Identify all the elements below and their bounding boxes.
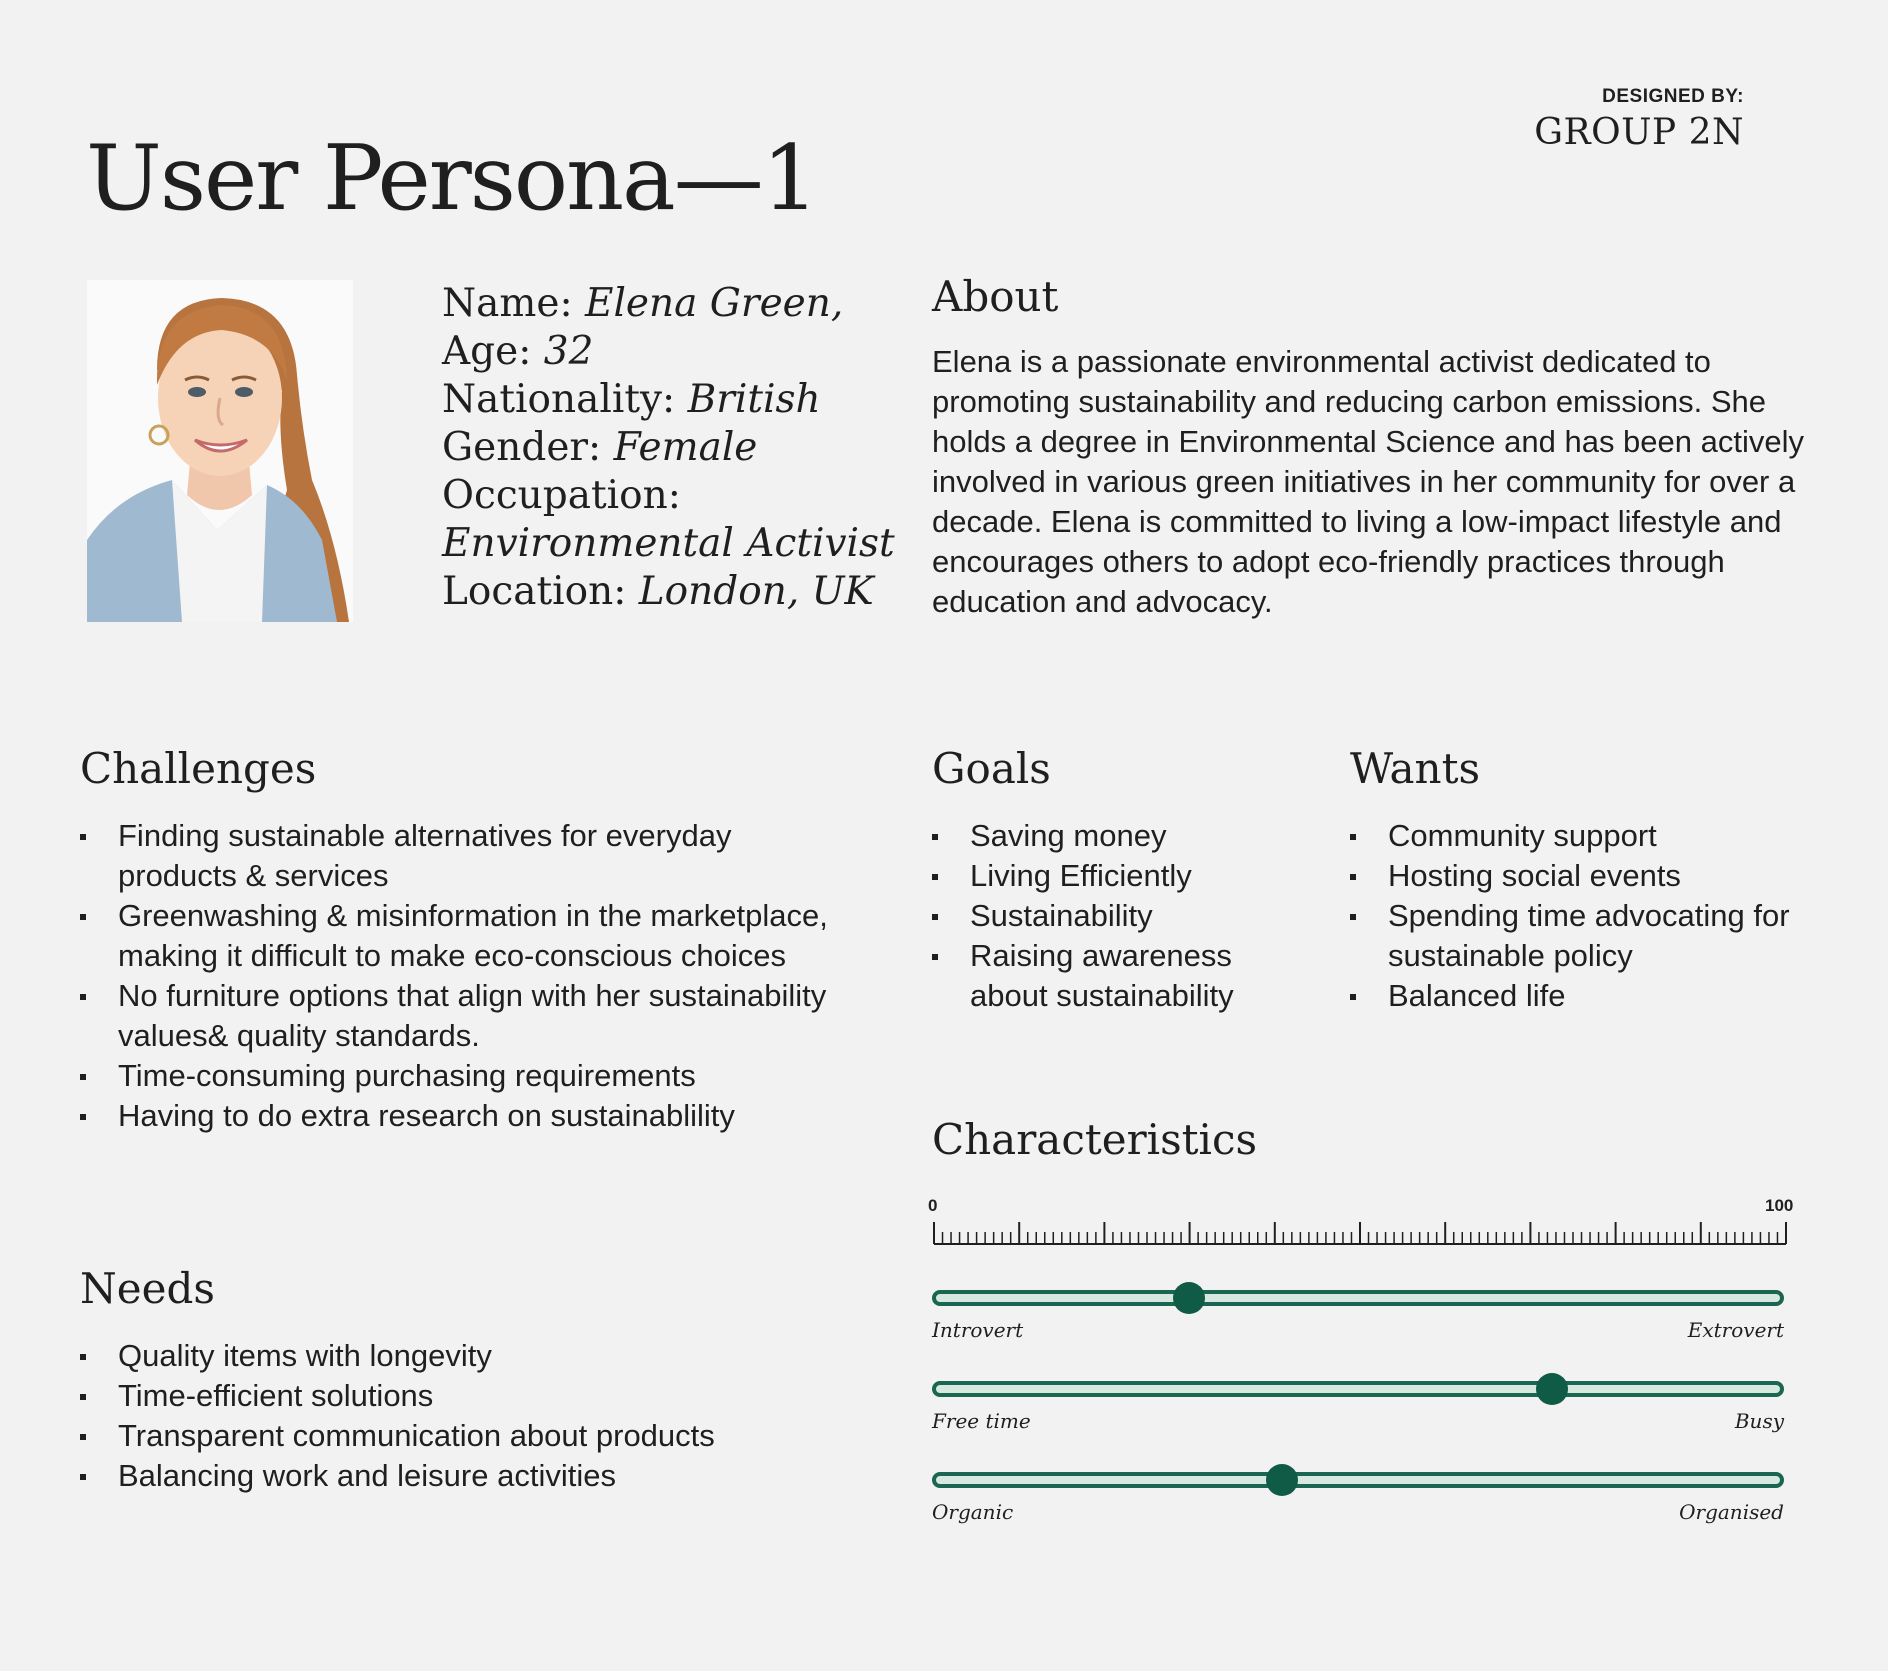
page-title: User Persona—1 [86, 126, 817, 232]
list-item: No furniture options that align with her sustainability values& quality standards. [80, 976, 840, 1056]
about-text: Elena is a passionate environmental activist dedicated to promoting sustainability and reducing carbon emissions. She holds a degree in Environmental Science and has been actively involved in various green initiatives in her community for over a decade. Elena is committed to living a low-impact lifestyle and encourages others to adopt eco-friendly practices through education and advocacy. [932, 344, 1804, 619]
occupation-label: Occupation: [442, 473, 681, 518]
list-item: Finding sustainable alternatives for everyday products & services [80, 816, 840, 896]
persona-photo [87, 280, 353, 622]
persona-facts [442, 280, 895, 616]
list-item: Time-efficient solutions [80, 1376, 840, 1416]
list-item: Balanced life [1350, 976, 1810, 1016]
name-label: Name: [442, 281, 585, 326]
slider-right-label: Extrovert [1687, 1318, 1784, 1342]
list-item: Quality items with longevity [80, 1336, 840, 1376]
list-item: Greenwashing & misinformation in the marketplace, making it difficult to make eco-conscious choices [80, 896, 840, 976]
scale-max-label: 100 [1765, 1196, 1794, 1215]
fact-nationality [442, 376, 895, 424]
slider-left-label: Free time [932, 1409, 1031, 1433]
wants-list [1350, 816, 1810, 1016]
goals-title: Goals [932, 744, 1051, 793]
nationality-value: British [687, 377, 821, 422]
slider-knob [1266, 1464, 1298, 1496]
slider-left-label: Organic [932, 1500, 1014, 1524]
fact-occupation-value [442, 520, 895, 568]
challenges-title: Challenges [80, 744, 317, 793]
challenges-list [80, 816, 840, 1136]
slider-left-label: Introvert [932, 1318, 1024, 1342]
list-item: Raising awareness about sustainability [932, 936, 1312, 1016]
name-value: Elena Green, [584, 281, 844, 326]
slider-right-label: Busy [1734, 1409, 1784, 1433]
introvert-extrovert-slider [932, 1290, 1784, 1306]
designed-by-label: DESIGNED BY: [1602, 86, 1744, 107]
designed-by-name: GROUP 2N [1534, 112, 1744, 153]
needs-title: Needs [80, 1264, 215, 1313]
ruler-ticks [934, 1222, 1786, 1244]
list-item: Balancing work and leisure activities [80, 1456, 840, 1496]
needs-list [80, 1336, 840, 1496]
list-item: Community support [1350, 816, 1810, 856]
gender-value: Female [613, 425, 758, 470]
list-item: Sustainability [932, 896, 1312, 936]
list-item: Time-consuming purchasing requirements [80, 1056, 840, 1096]
scale-ruler [932, 1218, 1788, 1246]
occupation-value: Environmental Activist [442, 521, 895, 566]
list-item: Saving money [932, 816, 1312, 856]
slider-right-label: Organised [1679, 1500, 1784, 1524]
fact-location [442, 568, 895, 616]
fact-gender [442, 424, 895, 472]
slider-knob [1536, 1373, 1568, 1405]
list-item: Having to do extra research on sustainablility [80, 1096, 840, 1136]
age-label: Age: [442, 329, 544, 374]
fact-name [442, 280, 895, 328]
wants-title: Wants [1350, 744, 1481, 793]
gender-label: Gender: [442, 425, 614, 470]
freetime-busy-slider [932, 1381, 1784, 1397]
location-value: London, UK [638, 569, 874, 614]
characteristics-title: Characteristics [932, 1115, 1258, 1164]
goals-list [932, 816, 1312, 1016]
organic-organised-slider [932, 1472, 1784, 1488]
fact-occupation [442, 472, 895, 520]
list-item: Hosting social events [1350, 856, 1810, 896]
nationality-label: Nationality: [442, 377, 688, 422]
scale-min-label: 0 [928, 1196, 938, 1215]
about-title: About [932, 272, 1059, 321]
fact-age [442, 328, 895, 376]
list-item: Spending time advocating for sustainable policy [1350, 896, 1810, 976]
slider-knob [1173, 1282, 1205, 1314]
location-label: Location: [442, 569, 639, 614]
age-value: 32 [543, 329, 594, 374]
list-item: Transparent communication about products [80, 1416, 840, 1456]
list-item: Living Efficiently [932, 856, 1312, 896]
persona-portrait-icon [87, 280, 353, 622]
